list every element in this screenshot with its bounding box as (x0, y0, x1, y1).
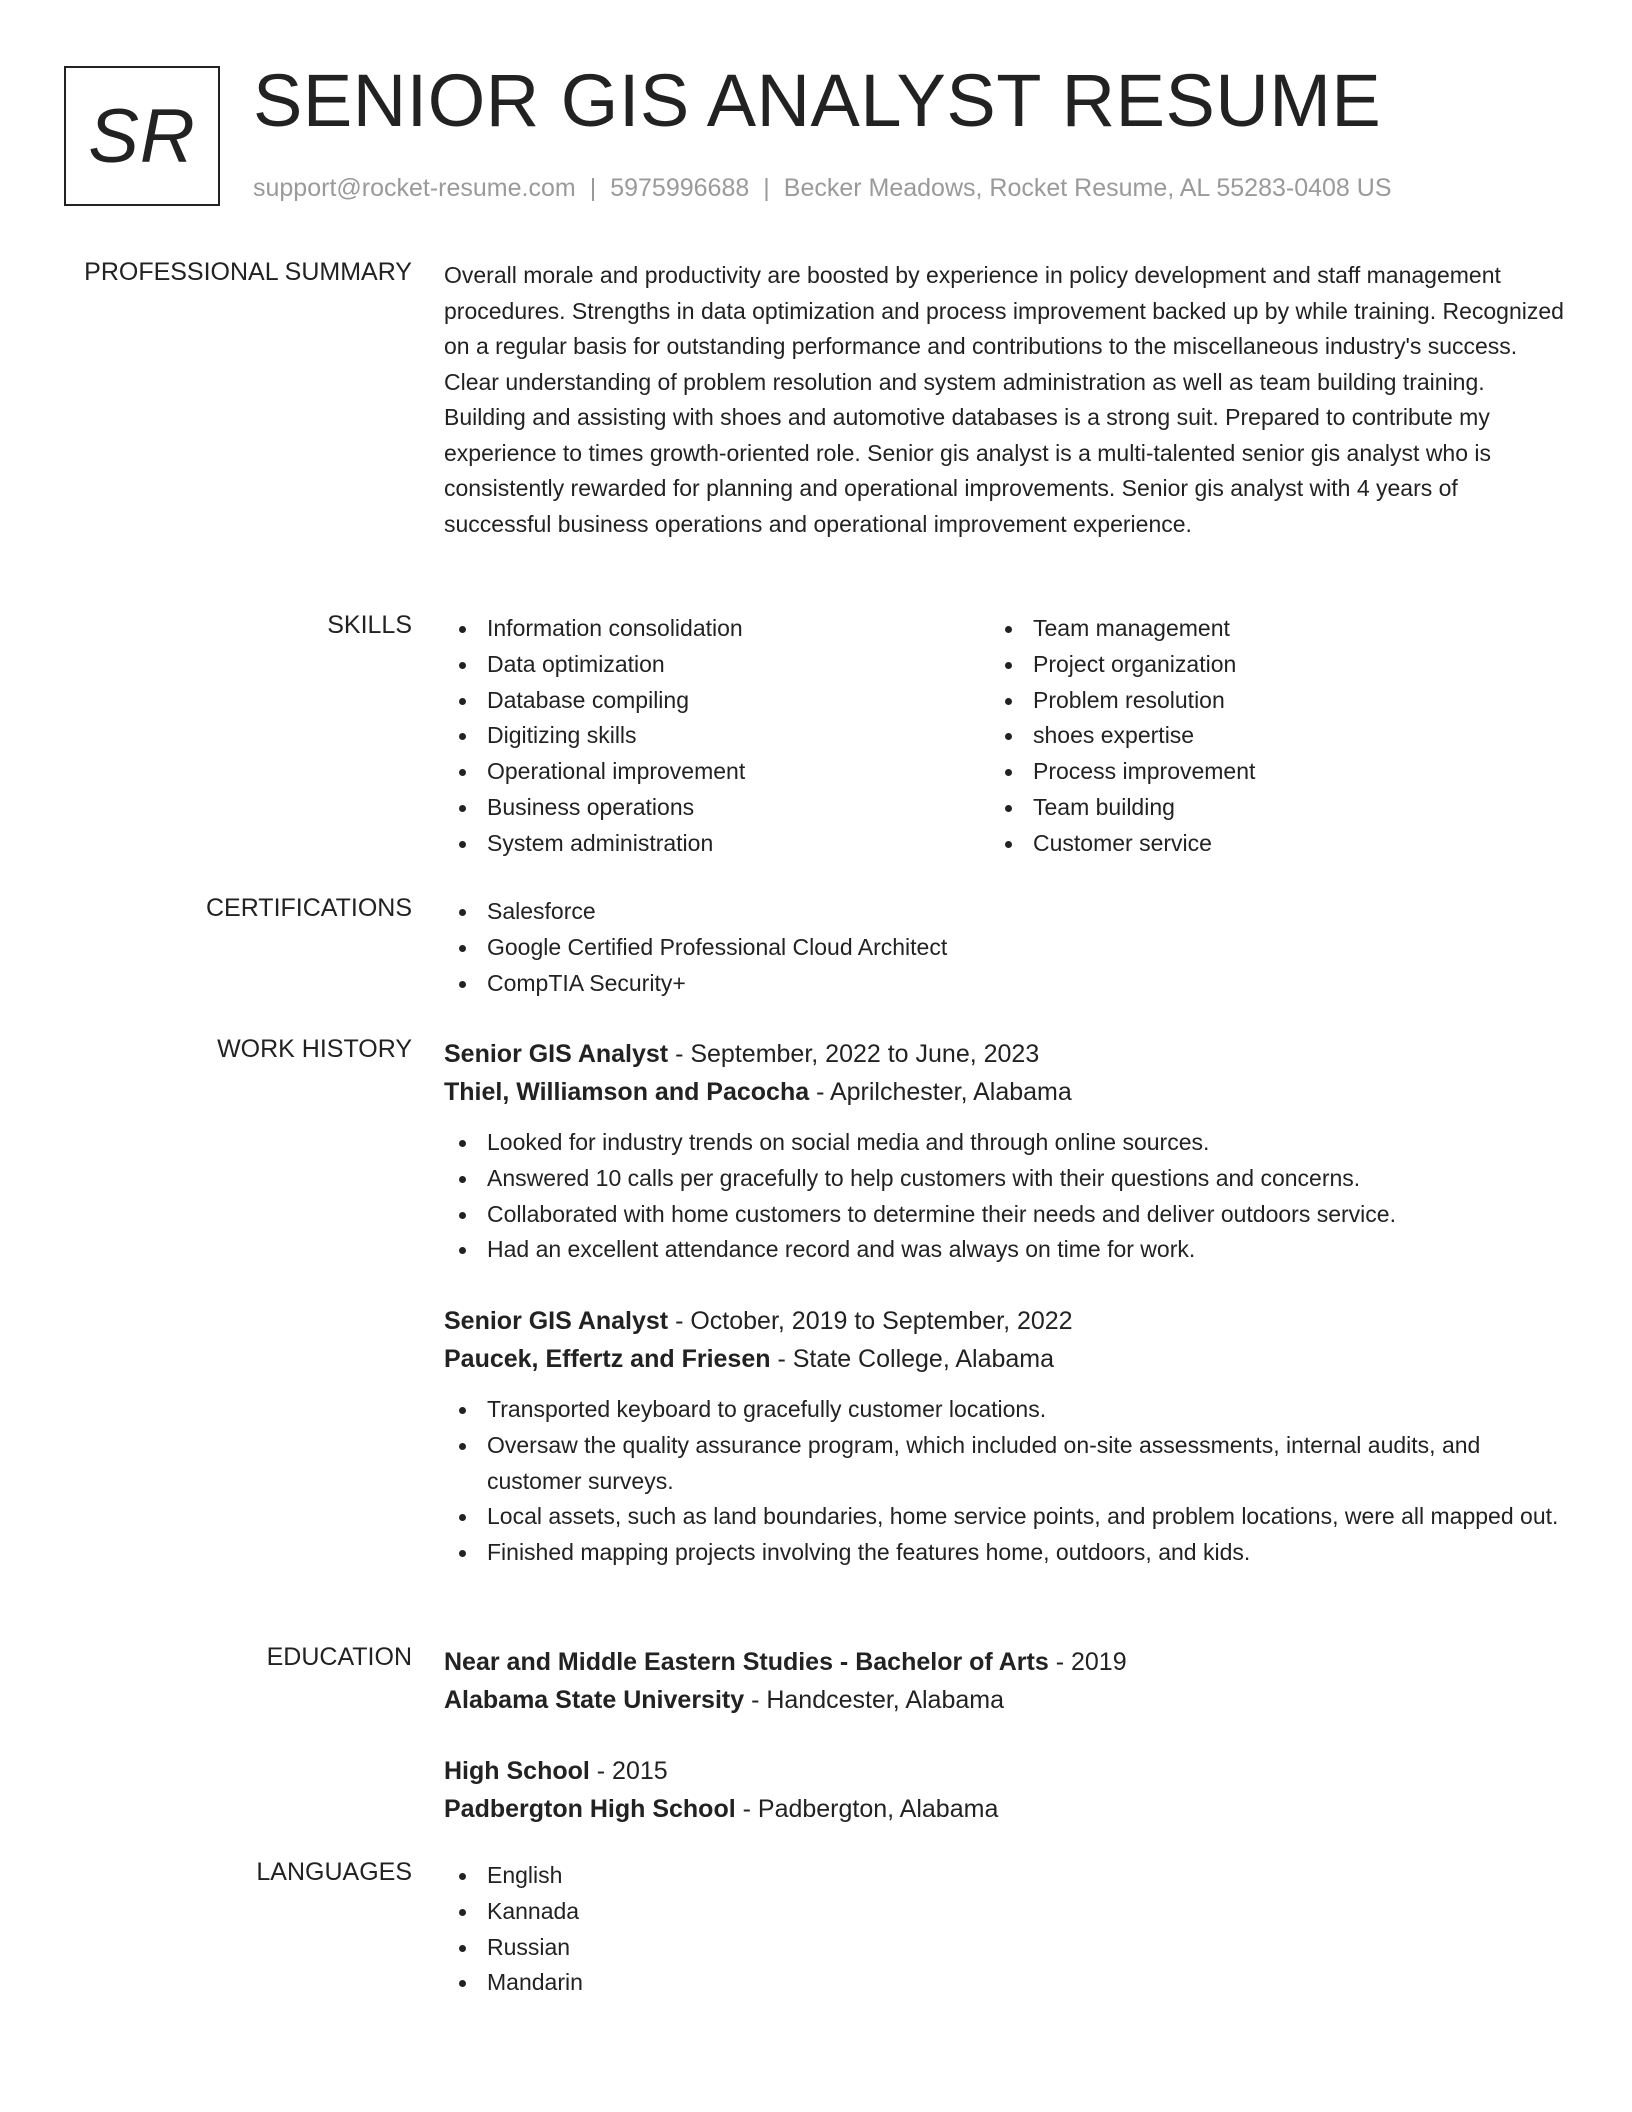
job-title-line (444, 1035, 1564, 1073)
separator: | (763, 174, 770, 202)
school: Padbergton High School (444, 1795, 736, 1823)
job-entry (444, 1302, 1564, 1571)
email-text: support@rocket-resume.com (253, 174, 576, 202)
job-company: Paucek, Effertz and Friesen (444, 1345, 771, 1373)
page-title: SENIOR GIS ANALYST RESUME (253, 59, 1382, 142)
skills-list-right (990, 611, 1536, 862)
list-item: Project organization (990, 647, 1536, 683)
school-location: - Padbergton, Alabama (735, 1795, 999, 1823)
school-location: - Handcester, Alabama (744, 1686, 1004, 1714)
summary-text: Overall morale and productivity are boosted by experience in policy development and staff management procedures. Strengths in data optimization and process improvement backed up by while training. Recognized on a regular basis for outstanding performance and contributions to the miscellaneous industry's success. Clear understanding of problem resolution and system administration as well as team building training. Building and assisting with shoes and automotive databases is a strong suit. Prepared to contribute my experience to times growth-oriented role. Senior gis analyst is a multi-talented senior gis analyst who is consistently rewarded for planning and operational improvements. Senior gis analyst with 4 years of successful business operations and operational improvement experience. (444, 262, 1564, 537)
list-item: Business operations (444, 790, 990, 826)
list-item: Mandarin (444, 1965, 1564, 2001)
separator: | (589, 174, 597, 202)
job-title: Senior GIS Analyst (444, 1307, 669, 1335)
list-item: Google Certified Professional Cloud Architect (444, 930, 1564, 966)
school: Alabama State University (444, 1686, 745, 1714)
phone-text: 5975996688 (610, 174, 750, 202)
job-company: Thiel, Williamson and Pacocha (444, 1078, 810, 1106)
list-item: Had an excellent attendance record and was always on time for work. (444, 1232, 1564, 1268)
education-degree-line (444, 1643, 1564, 1681)
languages-list (444, 1858, 1564, 2001)
skills-list-left (444, 611, 990, 862)
job-location: - State College, Alabama (770, 1345, 1055, 1373)
list-item: Information consolidation (444, 611, 990, 647)
list-item: Team management (990, 611, 1536, 647)
job-company-line (444, 1073, 1564, 1111)
list-item: Problem resolution (990, 683, 1536, 719)
list-item: Russian (444, 1930, 1564, 1966)
degree: Near and Middle Eastern Studies - Bachelor of Arts (444, 1648, 1049, 1676)
section-label-education: EDUCATION (266, 1643, 412, 1671)
list-item: Customer service (990, 826, 1536, 862)
list-item: Salesforce (444, 894, 1564, 930)
job-company-line (444, 1340, 1564, 1378)
degree-year: - 2019 (1048, 1648, 1127, 1676)
list-item: Finished mapping projects involving the features home, outdoors, and kids. (444, 1535, 1564, 1571)
initials-monogram: SR (64, 66, 220, 206)
list-item: Operational improvement (444, 754, 990, 790)
list-item: CompTIA Security+ (444, 966, 1564, 1002)
list-item: Oversaw the quality assurance program, which included on-site assessments, internal audits, and customer surveys. (444, 1428, 1564, 1500)
list-item: System administration (444, 826, 990, 862)
job-location: - Aprilchester, Alabama (809, 1078, 1072, 1106)
contact-line (253, 174, 1392, 203)
list-item: Kannada (444, 1894, 1564, 1930)
education-school-line (444, 1790, 1564, 1828)
section-label-certifications: CERTIFICATIONS (205, 894, 412, 922)
job-dates: - October, 2019 to September, 2022 (668, 1307, 1073, 1335)
section-label-languages: LANGUAGES (256, 1858, 412, 1886)
list-item: shoes expertise (990, 718, 1536, 754)
education-degree-line (444, 1752, 1564, 1790)
education-school-line (444, 1681, 1564, 1719)
list-item: Digitizing skills (444, 718, 990, 754)
job-entry (444, 1035, 1564, 1268)
list-item: Process improvement (990, 754, 1536, 790)
list-item: Looked for industry trends on social media and through online sources. (444, 1125, 1564, 1161)
section-label-summary: PROFESSIONAL SUMMARY (84, 258, 412, 286)
job-title: Senior GIS Analyst (444, 1040, 669, 1068)
job-bullets (444, 1392, 1564, 1571)
degree: High School (444, 1757, 590, 1785)
list-item: English (444, 1858, 1564, 1894)
address-text: Becker Meadows, Rocket Resume, AL 55283-0408 US (783, 174, 1392, 202)
degree-year: - 2015 (589, 1757, 668, 1785)
list-item: Team building (990, 790, 1536, 826)
list-item: Local assets, such as land boundaries, home service points, and problem locations, were all mapped out. (444, 1499, 1564, 1535)
list-item: Collaborated with home customers to determine their needs and deliver outdoors service. (444, 1197, 1564, 1233)
section-label-skills: SKILLS (327, 611, 412, 639)
list-item: Answered 10 calls per gracefully to help customers with their questions and concerns. (444, 1161, 1564, 1197)
job-bullets (444, 1125, 1564, 1268)
list-item: Data optimization (444, 647, 990, 683)
list-item: Transported keyboard to gracefully customer locations. (444, 1392, 1564, 1428)
job-dates: - September, 2022 to June, 2023 (668, 1040, 1040, 1068)
section-label-work: WORK HISTORY (217, 1035, 412, 1063)
list-item: Database compiling (444, 683, 990, 719)
certifications-list (444, 894, 1564, 1001)
job-title-line (444, 1302, 1564, 1340)
